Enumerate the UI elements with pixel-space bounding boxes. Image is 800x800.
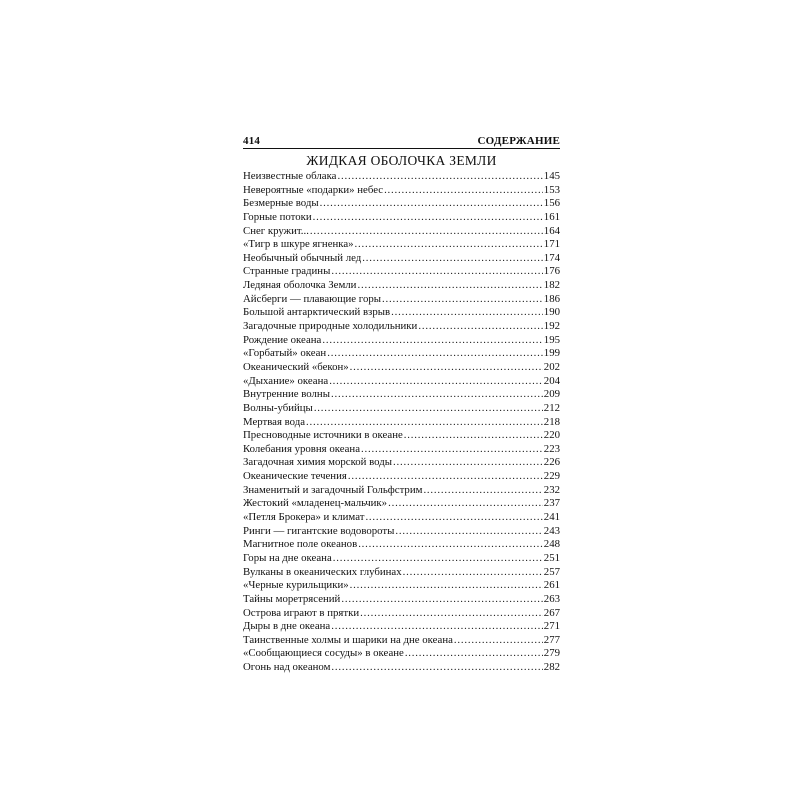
- toc-entry: [243, 511, 560, 525]
- toc-entry-title: Ледяная оболочка Земли: [243, 279, 357, 292]
- toc-entry-page: 261: [543, 579, 560, 592]
- toc-entry-title: Безмерные воды: [243, 197, 319, 210]
- toc-dot-leader: [391, 306, 543, 320]
- toc-entry: [243, 552, 560, 566]
- toc-entry-title: Дыры в дне океана: [243, 620, 331, 633]
- toc-entry-page: 192: [543, 320, 560, 333]
- toc-entry-page: 243: [543, 524, 560, 537]
- toc-entry: [243, 470, 560, 484]
- toc-entry-page: 232: [543, 483, 560, 496]
- toc-entry-title: Горы на дне океана: [243, 551, 332, 564]
- toc-entry-title: «Сообщающиеся сосуды» в океане: [243, 647, 404, 660]
- toc-entry-title: Тайны моретрясений: [243, 592, 341, 605]
- toc-entry-page: 251: [543, 551, 560, 564]
- toc-entry-page: 182: [543, 279, 560, 292]
- toc-entry-title: Огонь над океаном: [243, 661, 331, 674]
- toc-entry-page: 153: [543, 183, 560, 196]
- toc-entry-title: Внутренние волны: [243, 388, 330, 401]
- toc-dot-leader: [322, 334, 542, 348]
- toc-entry: [243, 197, 560, 211]
- toc-dot-leader: [329, 375, 543, 389]
- toc-entry-page: 204: [543, 374, 560, 387]
- toc-entry-page: 190: [543, 306, 560, 319]
- toc-entry-page: 248: [543, 538, 560, 551]
- toc-dot-leader: [358, 538, 543, 552]
- toc-entry-page: 271: [543, 620, 560, 633]
- toc-entry: [243, 593, 560, 607]
- toc-dot-leader: [361, 443, 543, 457]
- toc-entry-page: 237: [543, 497, 560, 510]
- toc-entry-title: Волны-убийцы: [243, 401, 313, 414]
- toc-entry-title: «Черные курильщики»: [243, 579, 349, 592]
- toc-entry: [243, 607, 560, 621]
- toc-entry-title: Знаменитый и загадочный Гольфстрим: [243, 483, 423, 496]
- toc-dot-leader: [423, 484, 542, 498]
- toc-entry: [243, 388, 560, 402]
- toc-dot-leader: [327, 347, 543, 361]
- toc-dot-leader: [382, 293, 543, 307]
- toc-entry-page: 220: [543, 429, 560, 442]
- toc-dot-leader: [360, 607, 543, 621]
- toc-dot-leader: [418, 320, 542, 334]
- toc-dot-leader: [333, 552, 543, 566]
- toc-entry: [243, 634, 560, 648]
- toc-dot-leader: [393, 456, 543, 470]
- toc-entry-title: Острова играют в прятки: [243, 606, 360, 619]
- toc-dot-leader: [331, 388, 543, 402]
- toc-dot-leader: [365, 511, 542, 525]
- toc-entry: [243, 184, 560, 198]
- toc-entry: [243, 647, 560, 661]
- toc-dot-leader: [313, 211, 543, 225]
- toc-entry-title: Большой антарктический взрыв: [243, 306, 391, 319]
- toc-entry-title: Жестокий «младенец-мальчик»: [243, 497, 388, 510]
- toc-entry-page: 176: [543, 265, 560, 278]
- toc-entry-page: 195: [543, 333, 560, 346]
- toc-entry: [243, 456, 560, 470]
- toc-entry: [243, 443, 560, 457]
- toc-entry-title: Пресноводные источники в океане: [243, 429, 403, 442]
- toc-dot-leader: [348, 470, 543, 484]
- toc-entry: [243, 661, 560, 675]
- toc-entry-page: 186: [543, 292, 560, 305]
- toc-dot-leader: [357, 279, 542, 293]
- toc-entry-title: Айсберги — плавающие горы: [243, 292, 382, 305]
- toc-entry-page: 156: [543, 197, 560, 210]
- toc-dot-leader: [355, 238, 543, 252]
- toc-dot-leader: [331, 620, 543, 634]
- toc-entry-page: 199: [543, 347, 560, 360]
- toc-dot-leader: [404, 429, 543, 443]
- toc-entry-title: Неизвестные облака: [243, 170, 337, 182]
- toc-entry: [243, 429, 560, 443]
- toc-entry-page: 212: [543, 401, 560, 414]
- toc-entry: [243, 402, 560, 416]
- toc-entry-title: Загадочная химия морской воды: [243, 456, 393, 469]
- toc-entry-title: «Тигр в шкуре ягненка»: [243, 238, 354, 251]
- toc-entry-page: 209: [543, 388, 560, 401]
- toc-dot-leader: [362, 252, 543, 266]
- toc-entry-page: 171: [543, 238, 560, 251]
- toc-entry-title: Мертвая вода: [243, 415, 306, 428]
- toc-entry: [243, 566, 560, 580]
- toc-dot-leader: [350, 579, 543, 593]
- toc-dot-leader: [306, 416, 543, 430]
- toc-entry: [243, 170, 560, 184]
- toc-entry: [243, 211, 560, 225]
- toc-entry-page: 218: [543, 415, 560, 428]
- toc-entry: [243, 416, 560, 430]
- running-title: СОДЕРЖАНИЕ: [477, 135, 560, 147]
- toc-entry-page: 279: [543, 647, 560, 660]
- toc-entry: [243, 347, 560, 361]
- toc-entry: [243, 361, 560, 375]
- toc-entry: [243, 238, 560, 252]
- toc-entry-title: «Петля Брокера» и климат: [243, 511, 365, 524]
- toc-entry-title: Загадочные природные холодильники: [243, 320, 418, 333]
- toc-entry-title: Невероятные «подарки» небес: [243, 183, 384, 196]
- toc-entry-page: 229: [543, 470, 560, 483]
- toc-entry-title: Снег кружит...: [243, 224, 309, 237]
- toc-entry-page: 282: [543, 661, 560, 674]
- toc-entry-title: Рождение океана: [243, 333, 322, 346]
- toc-entry-title: Океанический «бекон»: [243, 360, 349, 373]
- toc-entry-page: 241: [543, 511, 560, 524]
- toc-dot-leader: [384, 184, 543, 198]
- toc-entry: [243, 265, 560, 279]
- toc-entry: [243, 525, 560, 539]
- toc-entry: [243, 306, 560, 320]
- toc-entry: [243, 293, 560, 307]
- toc-entry-title: Горные потоки: [243, 210, 312, 223]
- toc-entry: [243, 252, 560, 266]
- toc-dot-leader: [341, 593, 542, 607]
- toc-entry-page: 145: [543, 170, 560, 182]
- header-rule: [243, 148, 560, 149]
- toc-dot-leader: [337, 170, 542, 184]
- toc-entry: [243, 225, 560, 239]
- toc-dot-leader: [405, 647, 543, 661]
- toc-entry-title: Магнитное поле океанов: [243, 538, 358, 551]
- toc-entry-page: 174: [543, 251, 560, 264]
- toc-entry-title: Необычный обычный лед: [243, 251, 362, 264]
- table-of-contents: [243, 170, 560, 675]
- toc-dot-leader: [331, 661, 542, 675]
- toc-dot-leader: [395, 525, 542, 539]
- toc-entry-page: 257: [543, 565, 560, 578]
- toc-entry-page: 277: [543, 633, 560, 646]
- toc-entry-title: «Дыхание» океана: [243, 374, 329, 387]
- toc-dot-leader: [350, 361, 543, 375]
- toc-entry-title: Вулканы в океанических глубинах: [243, 565, 402, 578]
- toc-entry-page: 263: [543, 592, 560, 605]
- toc-entry-title: Ринги — гигантские водовороты: [243, 524, 395, 537]
- toc-entry: [243, 497, 560, 511]
- toc-entry: [243, 579, 560, 593]
- toc-entry-title: Таинственные холмы и шарики на дне океана: [243, 633, 453, 646]
- toc-entry-page: 226: [543, 456, 560, 469]
- toc-dot-leader: [314, 402, 543, 416]
- toc-entry: [243, 484, 560, 498]
- toc-dot-leader: [403, 566, 543, 580]
- toc-entry-page: 161: [543, 210, 560, 223]
- toc-entry-title: «Горбатый» океан: [243, 347, 327, 360]
- toc-entry-page: 267: [543, 606, 560, 619]
- toc-entry: [243, 279, 560, 293]
- toc-dot-leader: [320, 197, 543, 211]
- toc-entry: [243, 334, 560, 348]
- toc-entry-page: 223: [543, 442, 560, 455]
- toc-entry: [243, 538, 560, 552]
- toc-dot-leader: [310, 225, 543, 239]
- toc-entry: [243, 320, 560, 334]
- toc-entry: [243, 375, 560, 389]
- page-number: 414: [243, 135, 261, 147]
- toc-entry-title: Океанические течения: [243, 470, 347, 483]
- section-title: ЖИДКАЯ ОБОЛОЧКА ЗЕМЛИ: [306, 153, 497, 168]
- toc-dot-leader: [454, 634, 543, 648]
- toc-entry-title: Странные градины: [243, 265, 331, 278]
- toc-entry: [243, 620, 560, 634]
- toc-entry-page: 202: [543, 360, 560, 373]
- toc-entry-title: Колебания уровня океана: [243, 442, 361, 455]
- page-header: [243, 131, 560, 147]
- toc-entry-page: 164: [543, 224, 560, 237]
- toc-dot-leader: [331, 265, 542, 279]
- toc-dot-leader: [388, 497, 543, 511]
